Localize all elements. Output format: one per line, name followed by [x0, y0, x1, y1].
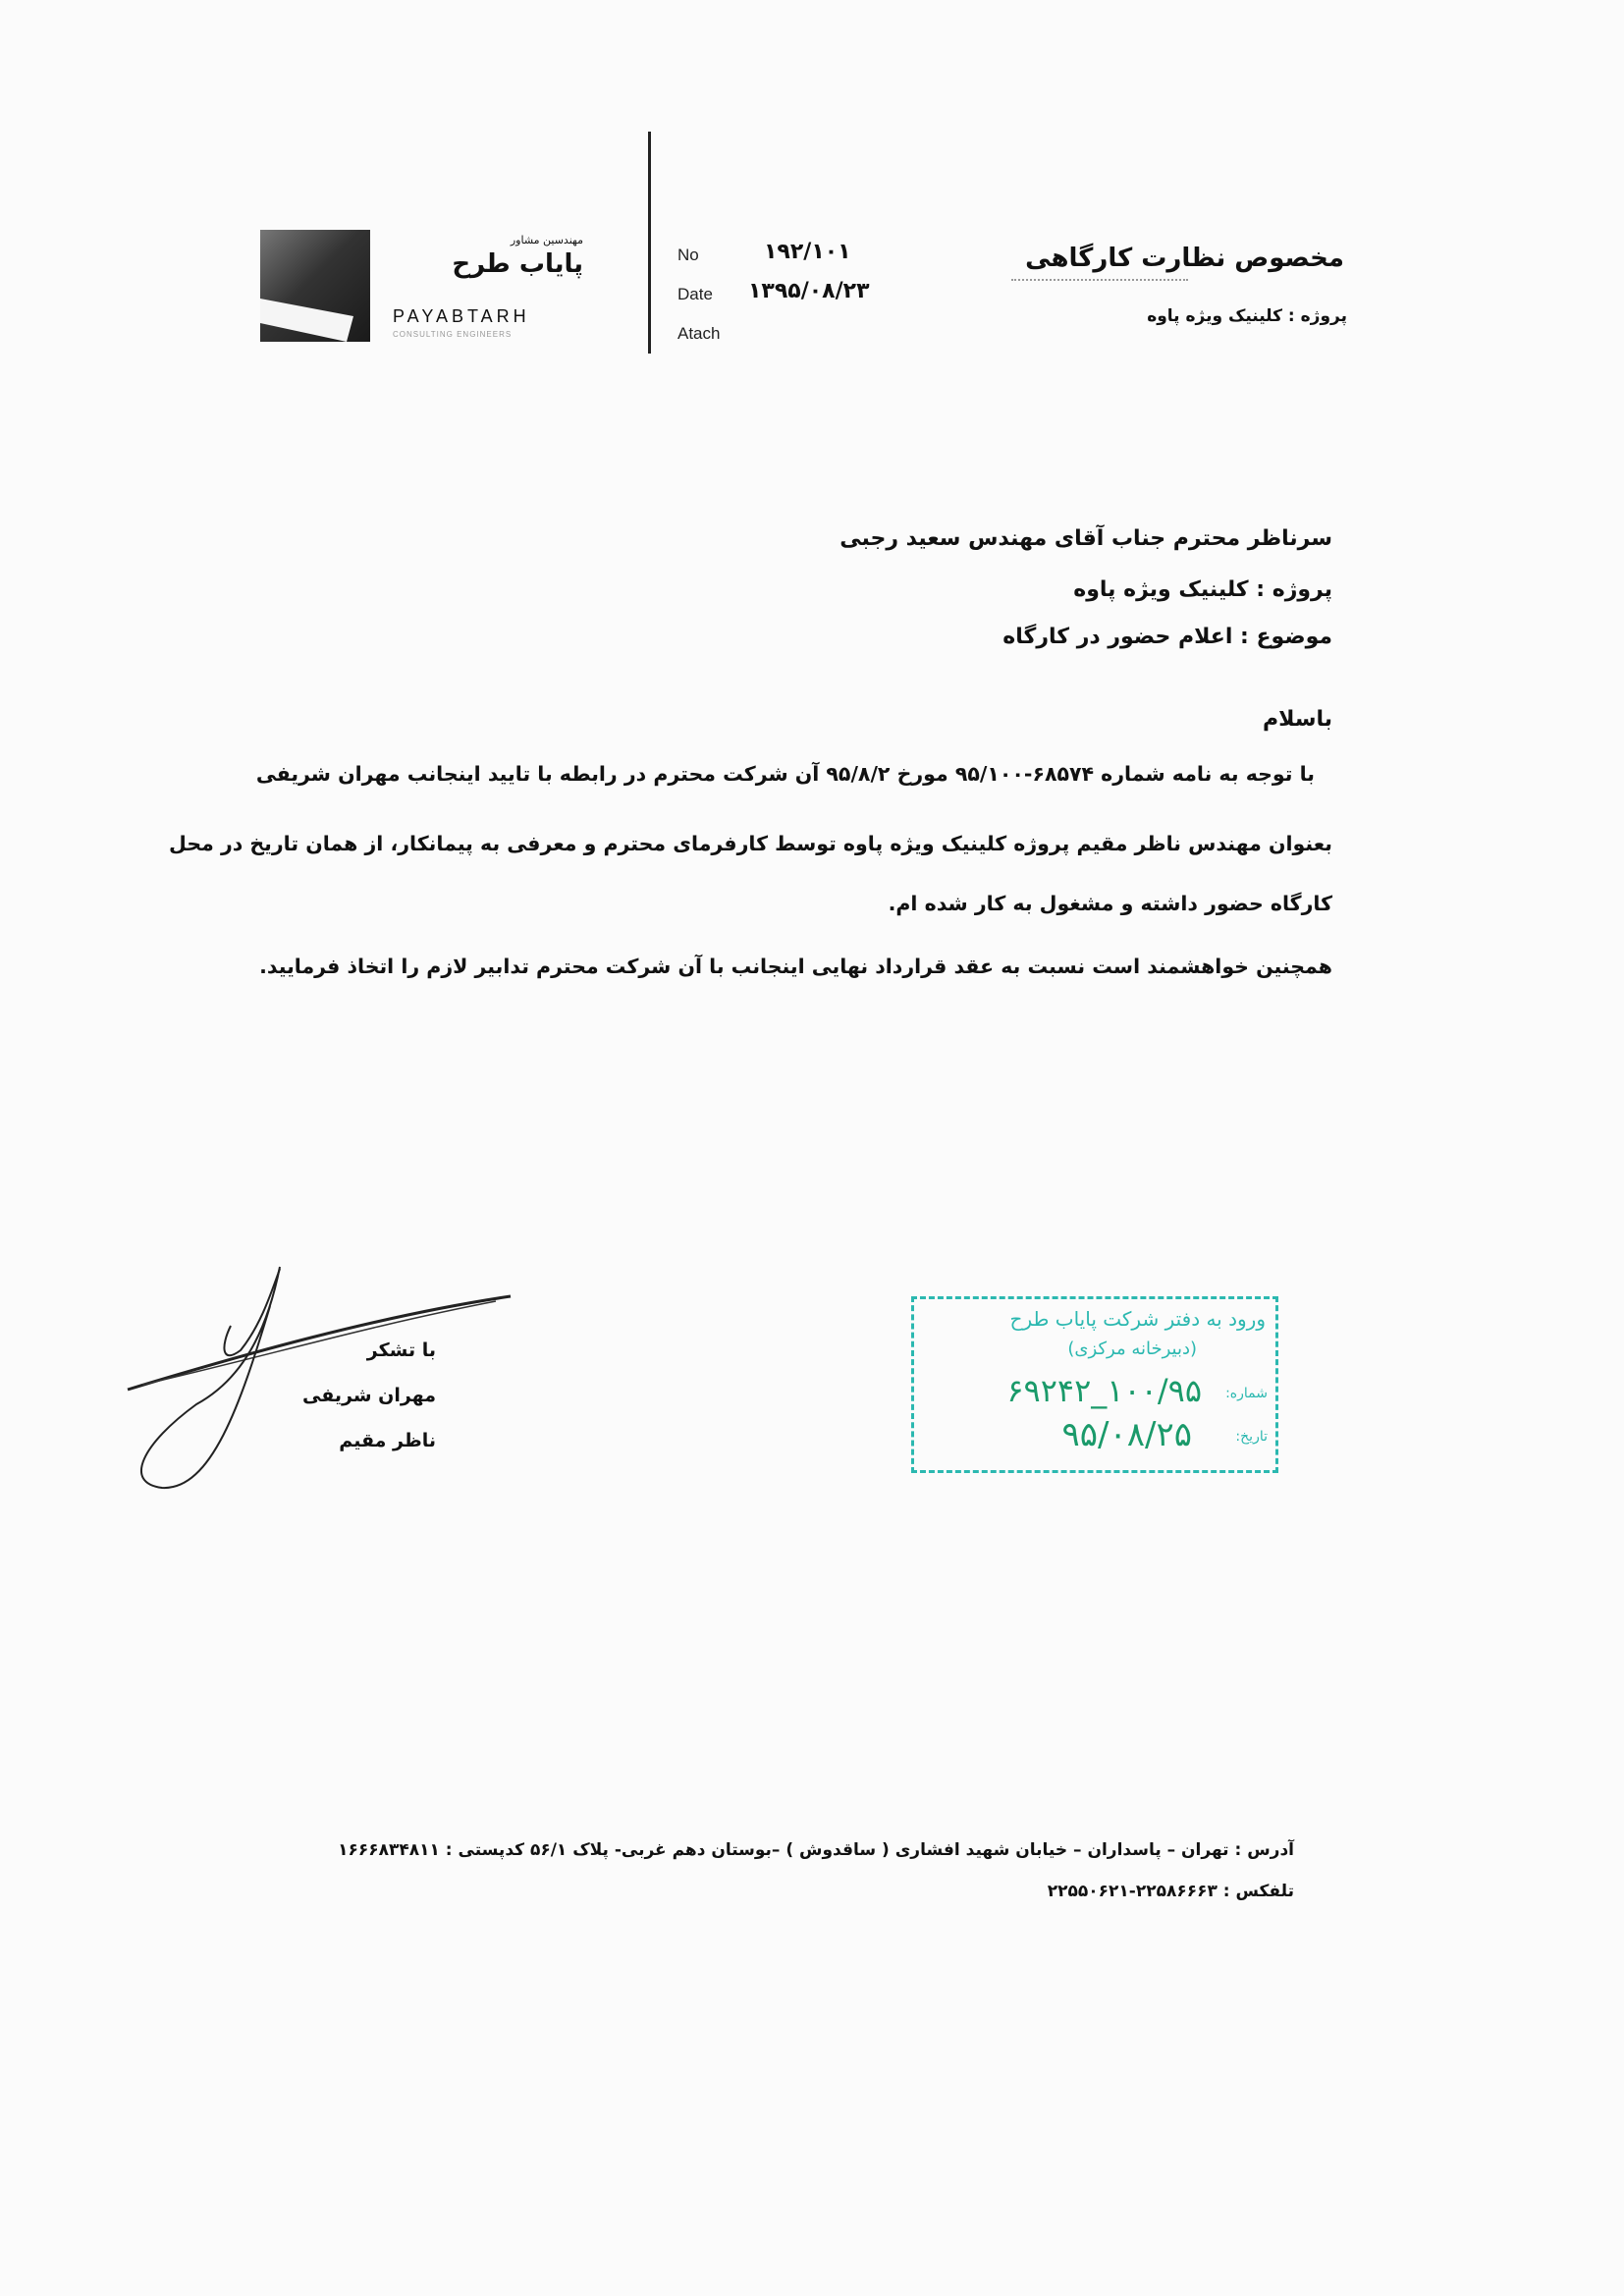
stamp-line2: (دبیرخانه مرکزی) [1067, 1339, 1197, 1359]
project-line: پروژه : کلینیک ویژه پاوه [1073, 577, 1332, 602]
company-name-fa: پایاب طرح [452, 249, 583, 279]
stamp-date-label: تاریخ: [1235, 1429, 1268, 1445]
paragraph-line: کارگاه حضور داشته و مشغول به کار شده ام. [888, 892, 1332, 915]
stamp-line1: ورود به دفتر شرکت پایاب طرح [1009, 1307, 1266, 1331]
signature-role: ناظر مقیم [339, 1430, 436, 1451]
signature-name: مهران شریفی [301, 1385, 436, 1406]
greeting: باسلام [1263, 707, 1332, 732]
paragraph-line: همچنین خواهشمند است نسبت به عقد قرارداد نهایی اینجانب با آن شرکت محترم تدابیر لازم را اتخاذ فرمایید. [259, 955, 1332, 978]
footer-address: آدرس : تهران – پاسداران – خیابان شهید افشاری ( ساقدوش ) –بوستان دهم غربی- پلاک ۵۶/۱ کدپستی : ۱۶۶۶۸۳۴۸۱۱ [338, 1840, 1294, 1860]
company-tagline: CONSULTING ENGINEERS [393, 330, 513, 339]
header-title: مخصوص نظارت کارگاهی [1025, 244, 1344, 273]
stamp-number-label: شماره: [1225, 1386, 1268, 1401]
letter-number: ۱۹۲/۱۰۱ [764, 240, 851, 264]
header-divider [648, 132, 651, 354]
signature-closing: با تشکر [366, 1339, 436, 1361]
footer-telfax: تلفکس : ۲۲۵۸۶۶۶۳-۲۲۵۵۰۶۲۱ [1047, 1882, 1294, 1901]
header-project: پروژه : کلینیک ویژه پاوه [1147, 306, 1347, 326]
stamp-date-value: ۹۵/۰۸/۲۵ [1061, 1415, 1192, 1454]
stamp-number-value: ۱۰۰/۹۵_۶۹۲۴۲ [1006, 1372, 1202, 1409]
date-label: Date [677, 285, 713, 303]
handwritten-signature [123, 1257, 515, 1493]
header-title-underline [1011, 279, 1188, 281]
subject-line: موضوع : اعلام حضور در کارگاه [1002, 625, 1332, 649]
recipient-line: سرناظر محترم جناب آقای مهندس سعید رجبی [839, 526, 1332, 551]
company-logo-mark [260, 230, 370, 342]
letter-date: ۱۳۹۵/۰۸/۲۳ [748, 279, 870, 303]
no-label: No [677, 246, 699, 264]
paragraph-line: با توجه به نامه شماره ۶۸۵۷۴-۹۵/۱۰۰ مورخ ۹۵/۸/۲ آن شرکت محترم در رابطه با تایید اینجانب مهران شریفی [255, 762, 1315, 786]
paragraph-line: بعنوان مهندس ناظر مقیم پروژه کلینیک ویژه پاوه توسط کارفرمای محترم و معرفی به پیمانکار، از همان تاریخ در محل [169, 832, 1332, 855]
receipt-stamp [911, 1296, 1278, 1473]
attach-label: Atach [677, 324, 721, 343]
company-name-en: PAYABTARH [393, 306, 530, 326]
company-small-label: مهندسین مشاور [510, 234, 583, 246]
